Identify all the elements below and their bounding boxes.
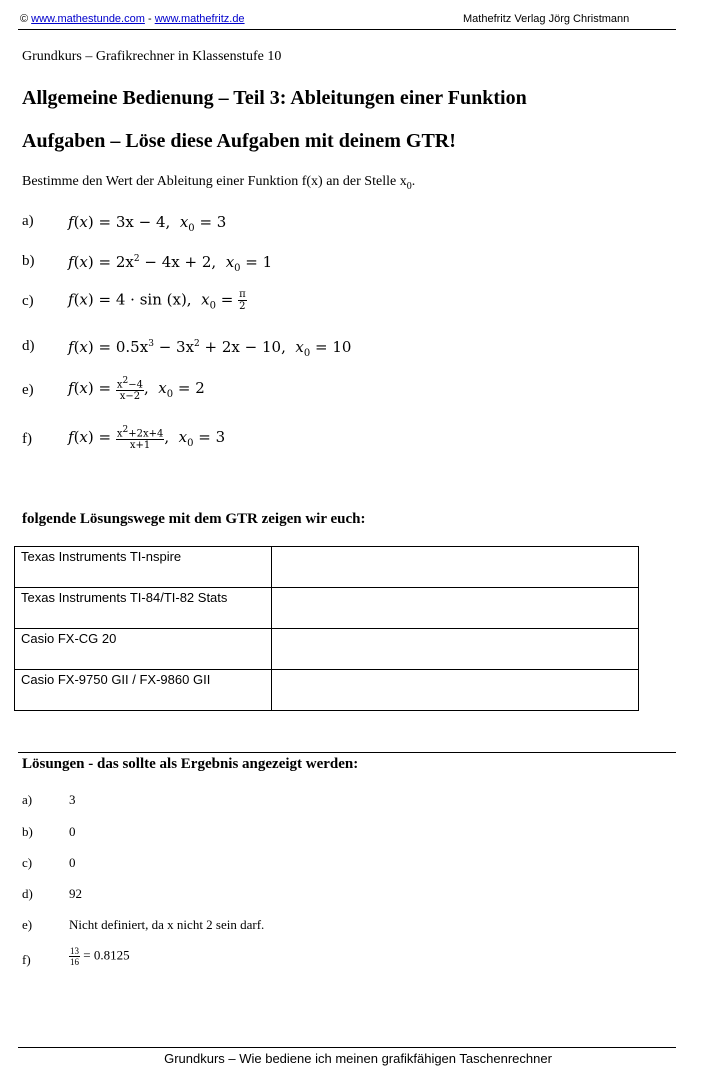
- task-c-expression: f(x) = 4 · sin (x), $x_0$ = $\frac{\pi}{2}$: [68, 289, 246, 312]
- task-d-expr-post: + 2x − 10,: [199, 338, 286, 356]
- task-f-fraction: [116, 425, 165, 451]
- intro-main: Bestimme den Wert der Ableitung einer Funktion f(x) an der Stelle x: [22, 174, 407, 189]
- task-b-label: b): [22, 253, 35, 269]
- task-c-label: c): [22, 293, 34, 309]
- task-d-expr-pre: 0.5x: [115, 338, 149, 356]
- task-d-expression: $f(x) = 0.5x^3 - 3x^2 + 2x - 10$, $x_0 = 10$: [68, 338, 352, 359]
- table-row: [15, 629, 639, 670]
- table-cell-value: [272, 588, 639, 629]
- intro-sub: 0: [406, 180, 412, 192]
- solution-f-fraction: [69, 946, 80, 967]
- task-b-expression: $f(x) = 2x^2 - 4x + 2$, $x_0 = 1$: [68, 253, 273, 274]
- task-e-label: e): [22, 382, 34, 398]
- solution-e-label: e): [22, 917, 33, 932]
- task-a-expr: 3x − 4,: [115, 213, 171, 231]
- solution-b-label: b): [22, 824, 33, 839]
- solution-f-decimal: = 0.8125: [83, 947, 130, 963]
- solution-f-den: 16: [70, 957, 79, 967]
- task-e-fraction: [116, 376, 144, 402]
- task-c-x0-den: 2: [239, 301, 246, 312]
- solution-f-num: 13: [70, 946, 79, 956]
- intro-text: [22, 174, 415, 192]
- table-cell-value: [272, 629, 639, 670]
- copyright-symbol: ©: [20, 13, 29, 25]
- table-row: [15, 670, 639, 711]
- task-b-expr-pre: 2x: [115, 253, 134, 271]
- solutions-title: Lösungen - das sollte als Ergebnis angezeigt werden:: [22, 756, 359, 772]
- publisher: Mathefritz Verlag Jörg Christmann: [463, 13, 630, 25]
- table-cell-value: [272, 670, 639, 711]
- link-mathefritz[interactable]: www.mathefritz.de: [154, 13, 245, 25]
- task-d-expr-mid: − 3x: [153, 338, 195, 356]
- table-cell-value: [272, 547, 639, 588]
- task-e-numerator: $x^2-4$: [116, 376, 143, 391]
- table-cell-name: Casio FX-9750 GII / FX-9860 GII: [15, 670, 272, 711]
- task-f-x0: 3: [215, 428, 226, 447]
- page-subtitle: Aufgaben – Löse diese Aufgaben mit deinem GTR!: [22, 130, 456, 152]
- task-c-expr: 4 · sin (x),: [115, 290, 192, 309]
- task-d-exp1: 3: [148, 339, 154, 349]
- intro-end: .: [411, 174, 416, 189]
- header-links: [20, 13, 245, 25]
- table-row: [15, 588, 639, 629]
- table-row: [15, 547, 639, 588]
- task-a-x0: 3: [216, 213, 227, 231]
- task-c-x0-fraction: [238, 289, 247, 312]
- task-f-label: f): [22, 431, 32, 447]
- task-d-x0: 10: [332, 338, 352, 356]
- task-b-expr-post: − 4x + 2,: [139, 253, 217, 271]
- footer-divider: [18, 1047, 676, 1048]
- task-a-expression: f(x) = 3x − 4, $x_0 = 3$: [68, 213, 227, 234]
- solution-d-label: d): [22, 886, 33, 901]
- solution-c-value: 0: [69, 855, 76, 870]
- header-separator: -: [147, 13, 152, 25]
- task-f-expression: f(x) = $\frac{x^2+2x+4}{x+1}$ , $x_0 = 3$: [68, 425, 226, 452]
- solution-d-value: 92: [69, 886, 82, 901]
- footer-text: Grundkurs – Wie bediene ich meinen grafikfähigen Taschenrechner: [164, 1051, 552, 1066]
- solution-a-value: 3: [69, 792, 76, 807]
- task-d-exp2: 2: [194, 339, 200, 349]
- task-e-expression: f(x) = $\frac{x^2-4}{x-2}$ , $x_0 = 2$: [68, 376, 205, 403]
- calculator-table: [14, 546, 639, 711]
- task-c-x0-num: π: [239, 289, 246, 300]
- ways-title: folgende Lösungswege mit dem GTR zeigen wir euch:: [22, 511, 366, 527]
- page-title: Allgemeine Bedienung – Teil 3: Ableitungen einer Funktion: [22, 87, 527, 109]
- task-e-x0: 2: [195, 379, 205, 398]
- table-cell-name: Texas Instruments TI-nspire: [15, 547, 272, 588]
- course-name: Grundkurs – Grafikrechner in Klassenstufe 10: [22, 49, 282, 64]
- solution-f-value: [69, 946, 130, 967]
- task-f-numerator: $x^2+2x+4$: [116, 425, 164, 440]
- solution-f-label: f): [22, 952, 31, 967]
- task-a-label: a): [22, 213, 34, 229]
- table-cell-name: Casio FX-CG 20: [15, 629, 272, 670]
- task-d-label: d): [22, 338, 35, 354]
- task-b-exp: 2: [133, 254, 140, 264]
- solutions-divider: [18, 752, 676, 753]
- solution-a-label: a): [22, 792, 33, 807]
- link-mathestunde[interactable]: www.mathestunde.com: [31, 13, 145, 25]
- table-cell-name: Texas Instruments TI-84/TI-82 Stats: [15, 588, 272, 629]
- task-b-x0: 1: [262, 253, 273, 271]
- task-e-denominator: x−2: [119, 391, 141, 403]
- task-f-denominator: x+1: [129, 440, 151, 452]
- solution-e-value: Nicht definiert, da x nicht 2 sein darf.: [69, 917, 265, 932]
- solution-b-value: 0: [69, 824, 76, 839]
- solution-c-label: c): [22, 855, 33, 870]
- header-divider: [18, 29, 676, 30]
